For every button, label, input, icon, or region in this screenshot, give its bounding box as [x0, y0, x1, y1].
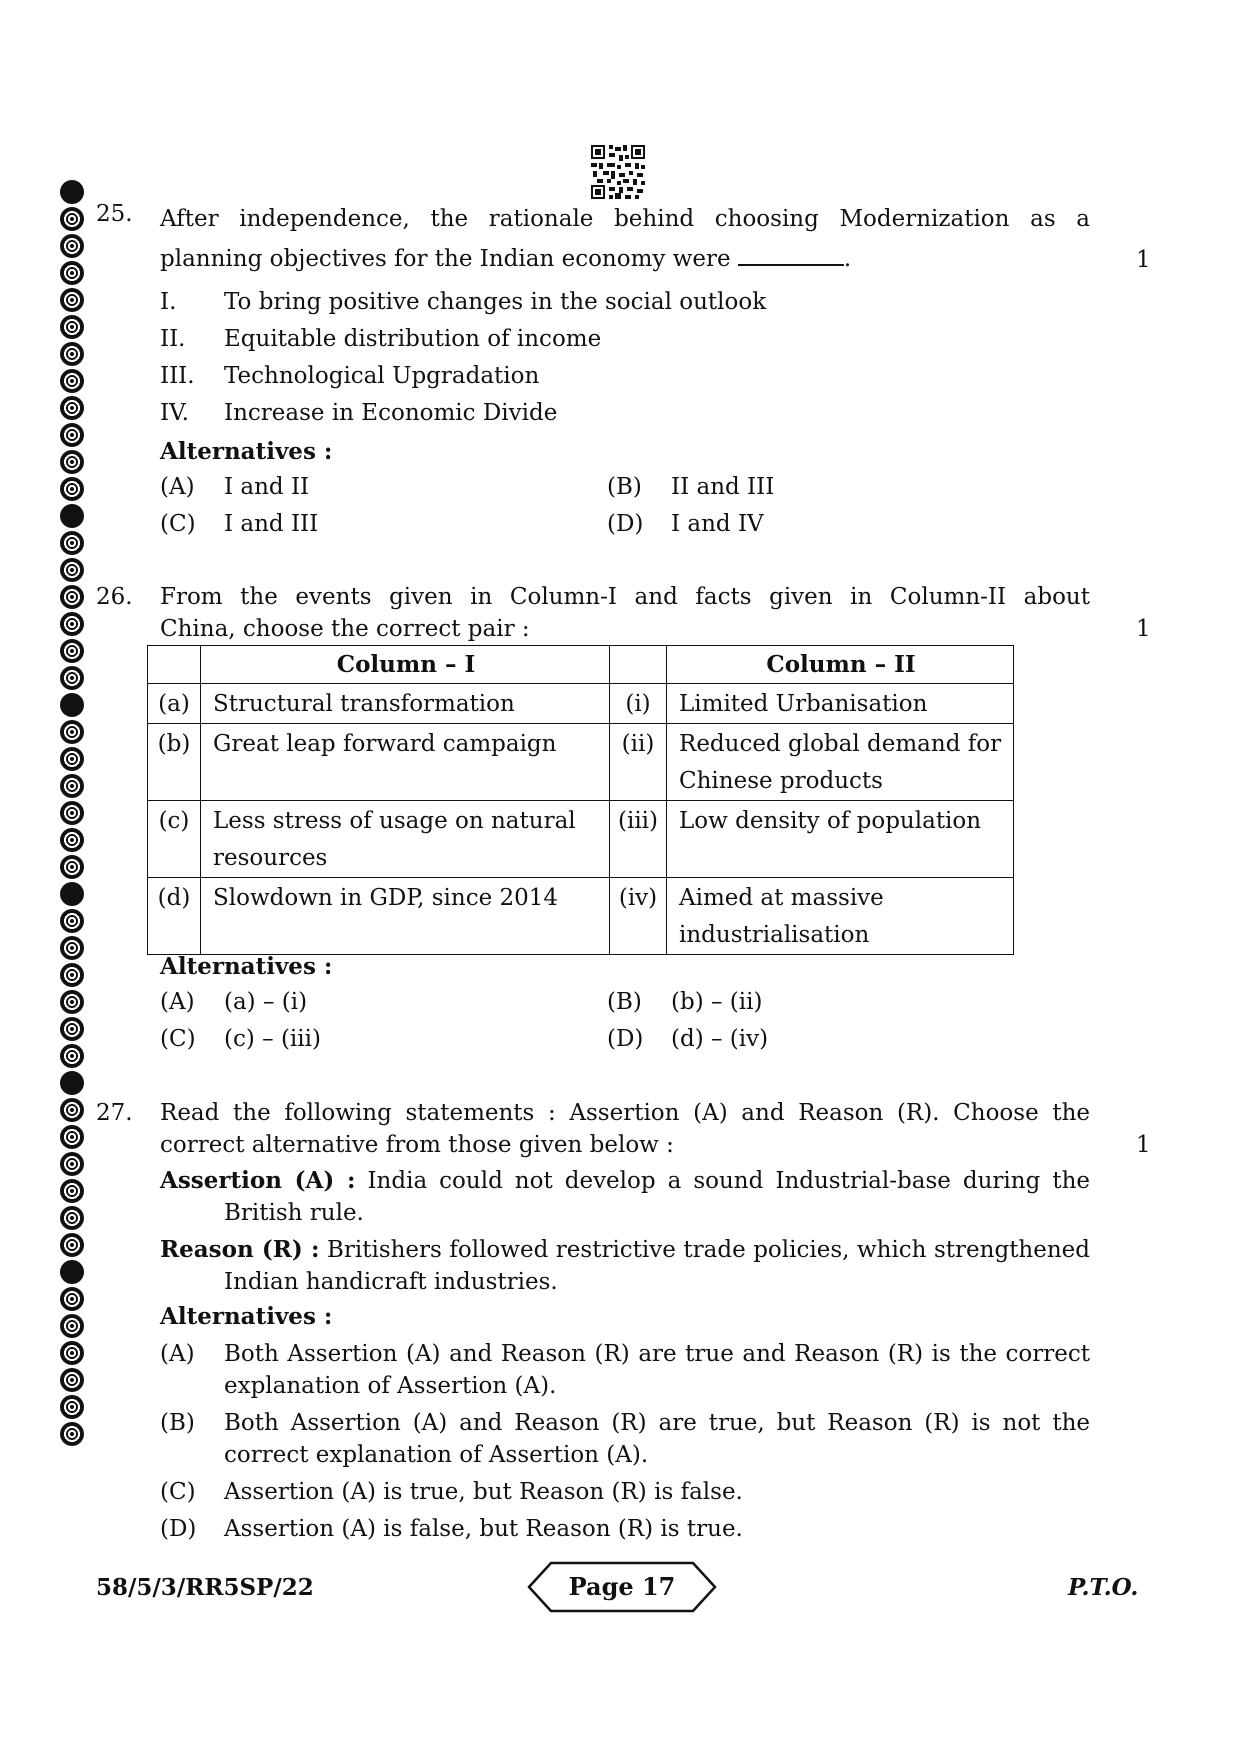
decorative-ring-icon [60, 882, 84, 906]
decorative-ring-icon [60, 801, 84, 825]
decorative-ring-icon [60, 1422, 84, 1446]
question-27-text-line1: Read the following statements : Assertion (A) and Reason (R). Choose the [160, 1100, 1090, 1126]
alternative-option[interactable]: (D) (d) – (iv) [607, 1026, 769, 1052]
decorative-ring-icon [60, 585, 84, 609]
alternative-option[interactable]: (C) (c) – (iii) [160, 1026, 321, 1052]
question-26-marks: 1 [1136, 616, 1151, 642]
decorative-ring-icon [60, 639, 84, 663]
answer-blank [738, 242, 844, 266]
decorative-ring-icon [60, 720, 84, 744]
paper-code: 58/5/3/RR5SP/22 [96, 1574, 314, 1601]
decorative-ring-icon [60, 936, 84, 960]
question-27-text-line2: correct alternative from those given below : [160, 1132, 674, 1158]
question-25-number: 25. [96, 201, 133, 227]
question-25-text-line1: After independence, the rationale behind choosing Modernization as a [160, 206, 1090, 232]
decorative-ring-icon [60, 666, 84, 690]
reason-label: Reason (R) : [160, 1236, 320, 1263]
table-header-column-2: Column – II [667, 646, 1014, 684]
table-cell: Reduced global demand for Chinese products [667, 724, 1014, 801]
decorative-ring-icon [60, 1314, 84, 1338]
alternative-option[interactable]: (B) (b) – (ii) [607, 989, 763, 1015]
question-25-text: planning objectives for the Indian economy were [160, 246, 731, 272]
decorative-ring-icon [60, 1260, 84, 1284]
table-row [148, 801, 1014, 878]
decorative-ring-icon [60, 288, 84, 312]
statement-item: IV. Increase in Economic Divide [160, 400, 558, 426]
decorative-ring-icon [60, 1341, 84, 1365]
decorative-ring-icon [60, 1206, 84, 1230]
question-25-alternatives-heading: Alternatives : [160, 438, 333, 465]
question-27-marks: 1 [1136, 1132, 1151, 1158]
table-cell: Aimed at massive industrialisation [667, 878, 1014, 955]
table-header-column-1: Column – I [201, 646, 610, 684]
decorative-ring-icon [60, 1017, 84, 1041]
question-25-marks: 1 [1136, 247, 1151, 273]
decorative-ring-icon [60, 909, 84, 933]
decorative-ring-icon [60, 1125, 84, 1149]
alternative-option[interactable]: (A) Both Assertion (A) and Reason (R) are true and Reason (R) is the correct explanation of Assertion (A). [160, 1341, 1090, 1399]
alternative-option[interactable]: (D) Assertion (A) is false, but Reason (R) is true. [160, 1516, 743, 1542]
decorative-ring-icon [60, 1044, 84, 1068]
question-26-alternatives-heading: Alternatives : [160, 953, 333, 980]
decorative-ring-icon [60, 261, 84, 285]
table-cell-label: (a) [148, 684, 201, 724]
table-cell-label: (i) [610, 684, 667, 724]
reason-statement [160, 1234, 1090, 1298]
table-header-row [148, 646, 1014, 684]
question-27-number: 27. [96, 1100, 133, 1126]
decorative-ring-icon [60, 315, 84, 339]
decorative-ring-icon [60, 1179, 84, 1203]
qr-code-icon [591, 145, 645, 199]
table-row [148, 724, 1014, 801]
table-cell-label: (iv) [610, 878, 667, 955]
table-cell-label: (d) [148, 878, 201, 955]
decorative-ring-icon [60, 558, 84, 582]
decorative-ring-icon [60, 612, 84, 636]
decorative-ring-icon [60, 693, 84, 717]
decorative-ring-icon [60, 990, 84, 1014]
decorative-ring-icon [60, 504, 84, 528]
page-number: Page 17 [568, 1572, 676, 1601]
decorative-ring-icon [60, 180, 84, 204]
question-26-text-line2: China, choose the correct pair : [160, 616, 530, 642]
decorative-ring-icon [60, 450, 84, 474]
decorative-ring-icon [60, 855, 84, 879]
table-header-blank [148, 646, 201, 684]
assertion-label: Assertion (A) : [160, 1167, 356, 1194]
question-27-alternatives-heading: Alternatives : [160, 1303, 333, 1330]
table-row [148, 878, 1014, 955]
decorative-ring-icon [60, 396, 84, 420]
question-25-end: . [843, 246, 852, 272]
table-cell-label: (c) [148, 801, 201, 878]
decorative-ring-icon [60, 423, 84, 447]
decorative-ring-icon [60, 774, 84, 798]
decorative-ring-icon [60, 477, 84, 501]
decorative-ring-icon [60, 1071, 84, 1095]
reason-text: Britishers followed restrictive trade policies, which strengthened Indian handicraft industries. [224, 1237, 1091, 1295]
table-cell: Less stress of usage on natural resources [201, 801, 610, 878]
table-cell: Slowdown in GDP, since 2014 [201, 878, 610, 955]
question-25-text-line2 [160, 239, 1090, 279]
decorative-ring-icon [60, 1233, 84, 1257]
assertion-text: India could not develop a sound Industrial-base during the British rule. [224, 1168, 1090, 1226]
decorative-ring-icon [60, 369, 84, 393]
table-header-blank [610, 646, 667, 684]
alternative-option[interactable]: (A) I and II [160, 474, 310, 500]
decorative-ring-icon [60, 342, 84, 366]
question-26-text-line1: From the events given in Column-I and facts given in Column-II about [160, 584, 1090, 610]
statement-item: III. Technological Upgradation [160, 363, 540, 389]
decorative-ring-icon [60, 1368, 84, 1392]
table-cell: Limited Urbanisation [667, 684, 1014, 724]
statement-item: I. To bring positive changes in the social outlook [160, 289, 767, 315]
please-turn-over: P.T.O. [1068, 1574, 1139, 1601]
decorative-ring-icon [60, 234, 84, 258]
decorative-ring-strip [58, 177, 92, 1449]
table-cell-label: (iii) [610, 801, 667, 878]
statement-item: II. Equitable distribution of income [160, 326, 602, 352]
decorative-ring-icon [60, 1395, 84, 1419]
decorative-ring-icon [60, 963, 84, 987]
table-cell-label: (ii) [610, 724, 667, 801]
table-cell: Great leap forward campaign [201, 724, 610, 801]
decorative-ring-icon [60, 1098, 84, 1122]
decorative-ring-icon [60, 207, 84, 231]
table-cell: Low density of population [667, 801, 1014, 878]
decorative-ring-icon [60, 1152, 84, 1176]
alternative-option[interactable]: (C) Assertion (A) is true, but Reason (R) is false. [160, 1479, 743, 1505]
table-row [148, 684, 1014, 724]
table-cell: Structural transformation [201, 684, 610, 724]
decorative-ring-icon [60, 828, 84, 852]
alternative-option[interactable]: (B) II and III [607, 474, 775, 500]
alternative-option[interactable]: (B) Both Assertion (A) and Reason (R) are true, but Reason (R) is not the correct explanation of Assertion (A). [160, 1410, 1090, 1468]
decorative-ring-icon [60, 531, 84, 555]
table-cell-label: (b) [148, 724, 201, 801]
alternative-option[interactable]: (C) I and III [160, 511, 319, 537]
decorative-ring-icon [60, 747, 84, 771]
alternative-option[interactable]: (A) (a) – (i) [160, 989, 308, 1015]
decorative-ring-icon [60, 1287, 84, 1311]
assertion-statement [160, 1165, 1090, 1229]
question-26-number: 26. [96, 584, 133, 610]
match-columns-table [147, 645, 1014, 955]
alternative-option[interactable]: (D) I and IV [607, 511, 764, 537]
